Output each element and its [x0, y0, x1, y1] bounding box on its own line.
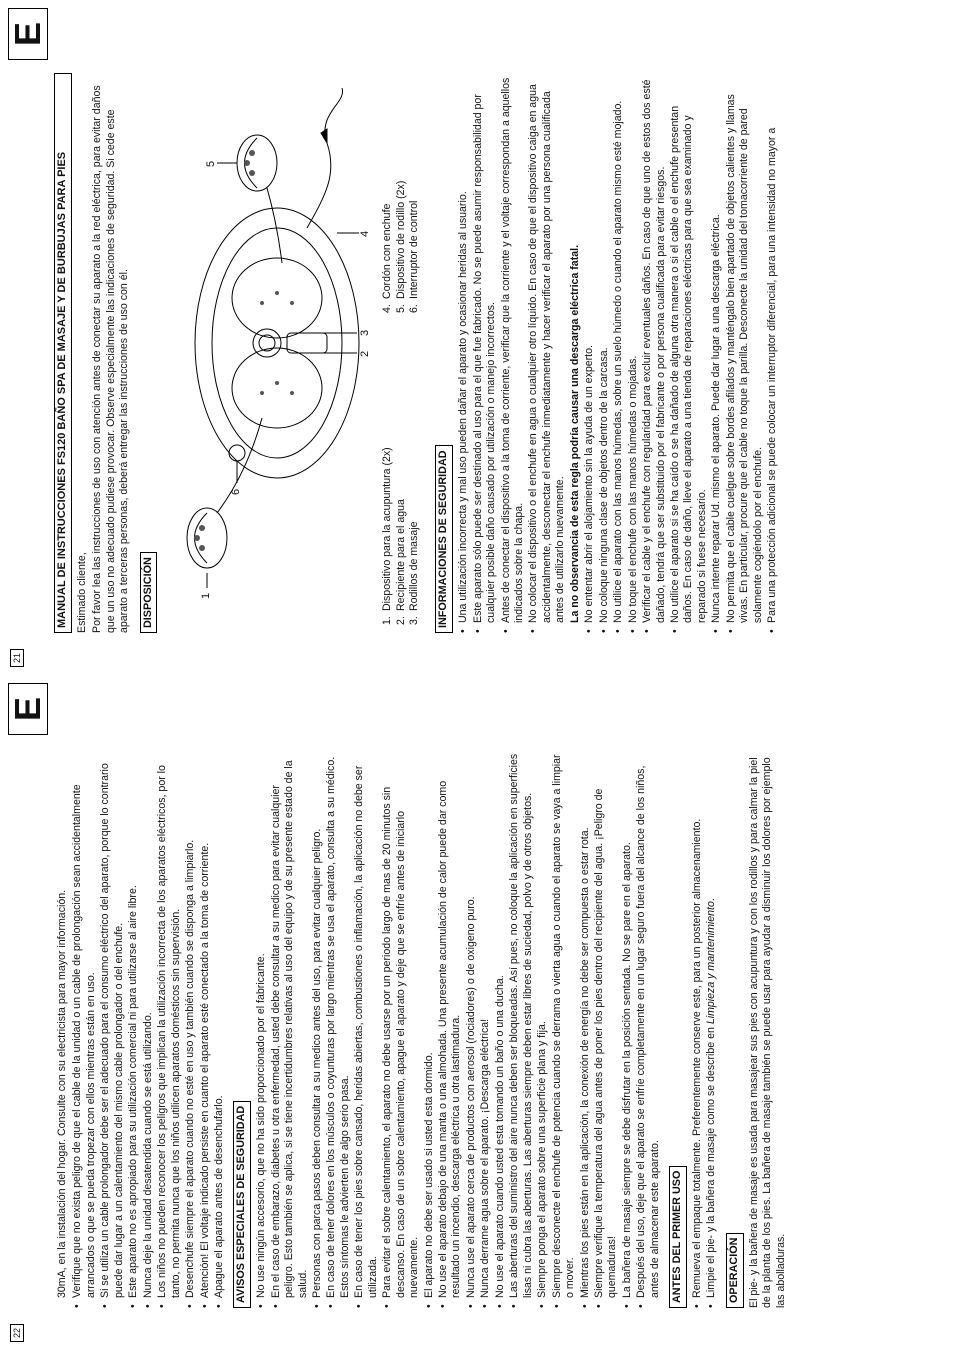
list-item: • Remueva el empaque totalmente. Preferentemente conserve este, para un posterior almacenamiento. — [691, 748, 704, 1308]
list-item: • Este aparato no es apropiado para su utilización comercial ni para utilizarse al aire libre. — [127, 748, 140, 1308]
part-item: 5. Dispositivo de rodillo (2x) — [394, 180, 407, 313]
list-item: • En caso de tener los pies sobre cansado, heridas abiertas, combustiones o inflamación, la aplicación no debe ser utilizada. — [353, 748, 380, 1308]
list-item: • No permita que el cable cuelgue sobre bordes afilados y manténgalo bien apartado de objetos calientes y llamas vivas. En particular, procure que el cable no toque la parilla. Desconecte la unidad del tomacorriente de pared solamente cogiéndolo por el enchufe. — [725, 73, 765, 633]
list-item: • La bañera de masaje siempre se debe disfrutar en la posición sentada. No se pare en el aparato. — [621, 748, 634, 1308]
page-number: 22 — [10, 1324, 24, 1342]
section-seguridad: INFORMACIONES DE SEGURIDAD — [435, 445, 453, 633]
language-badge — [8, 683, 48, 735]
list-item: • Verifique que no exista peligro de que el cable de la unidad o un cable de prolongación sean accidentalmente arrancados o que se pueda tropezar con ellos mientras están en uso. — [71, 748, 98, 1308]
parts-list-right — [381, 73, 421, 313]
list-item: • Para evitar el sobre calentamiento, el aparato no debe usarse por un periodo largo de mas de 20 minutos sin descanso. En caso de un sobre calentamiento, apague el aparato y deje que se enfríe antes de iniciarlo nuevamente. — [381, 748, 421, 1308]
list-item: • Las aberturas del suministro del aire nunca deben ser bloqueadas. Así pues, no coloque la aplicación en superficies lisas ni cubra las aberturas. Las aberturas siempre deben estar libres de suciedad, polvo y de otros objetos. — [508, 748, 535, 1308]
list-item: • No toque el enchufe con las manos húmedas o mojadas. — [627, 73, 640, 633]
safety-list-2 — [583, 73, 779, 633]
list-item: • En caso de tener dolores en los músculos o coyunturas por largo mientras se usa el aparato, consulta a su médico. Estos síntomas le advierten de algo serio pasa. — [325, 748, 352, 1308]
list-item: • Para una protección adicional se puede colocar un interruptor diferencial, para una intensidad no mayor a — [766, 73, 779, 633]
list-item: • No use el aparato cuando usted esta tomando un baño o una ducha. — [494, 748, 507, 1308]
list-item: • No coloque ninguna clase de objetos dentro de la carcasa. — [598, 73, 611, 633]
part-item: 4. Cordón con enchufe — [381, 203, 394, 313]
list-item: • Desenchufe siempre el aparato cuando no esté en uso y también cuando se disponga a limpiarlo. — [184, 748, 197, 1308]
roller-device — [237, 135, 277, 191]
list-item: • No use el aparato debajo de una manta o una almohada. Una presente acumulación de calor puede dar como resultado un incendio, descarga eléctrica u otra lastimadura. — [437, 748, 464, 1308]
list-item: • Nunca derrame agua sobre el aparato. ¡Descarga eléctrica! — [479, 748, 492, 1308]
page-22 — [0, 675, 954, 1350]
list-item: • Mientras los pies están en la aplicación, la conexión de energía no debe ser compuesta o estar rota. — [579, 748, 592, 1308]
arrow-1 — [217, 418, 262, 513]
basin-inner — [212, 228, 342, 458]
antes-list — [691, 748, 719, 1308]
part-item: 3. Rodillos de masaje — [408, 521, 421, 625]
basin-outline — [195, 208, 359, 478]
list-item: • En el caso de embarazo, diabetes u otra enfermedad, usted debe consultar a su medico para evitar cualquier peligro. Esto también se aplica, si se tiene incertidumbres relativas al uso del equipo y de su presente estado de la salud. — [270, 748, 310, 1308]
page-22-column — [56, 748, 790, 1308]
parts-list-left — [381, 365, 421, 625]
list-item: • Siempre verifique la temperatura del agua antes de poner los pies dentro del recipiente del agua. ¡Peligro de quemaduras! — [593, 748, 620, 1308]
language-letter: E — [7, 697, 48, 722]
list-item: • No colocar el dispositivo o el enchufe en agua o cualquier otro líquido. En caso de que el dispositivo caiga en agua accidentalmente, desconectar el enchufe inmediatamente y hacer verificar el aparato por una persona cualificada antes de utilizarlo nuevamente. — [527, 73, 567, 633]
diagram-label-1: 1 — [200, 592, 213, 599]
list-item: • Una utilización incorrecta y mal uso pueden dañar el aparato y ocasionar heridas al usuario. — [457, 73, 470, 633]
diagram-label-4: 4 — [359, 230, 372, 237]
list-item: • No use ningún accesorio, que no ha sido proporcionado por el fabricante. — [255, 748, 268, 1308]
list-item: • Apague el aparato antes de desenchufarlo. — [213, 748, 226, 1308]
list-item: • El aparato no debe ser usado si usted esta dormido. — [423, 748, 436, 1308]
page-number: 21 — [10, 649, 24, 667]
diagram-label-6: 6 — [230, 488, 243, 495]
left-foot-well — [232, 348, 322, 428]
intro-paragraph: Por favor lea las instrucciones de uso con atención antes de conectar su aparato a la red eléctrica, para evitar daños que un uso no adecuado pudiese provocar. Observe especialmente las indicaciones de seguridad. Si cede este aparato a terceras personas, deberá entregar las instrucciones de uso con él. — [91, 85, 131, 633]
continued-text: 30mA, en la instalación del hogar. Consulte con su electricista para mayor información. — [56, 889, 68, 1298]
list-item: • No ententar abrir el alojamiento sin la ayuda de un experto. — [583, 73, 596, 633]
list-item: • Verificar el cable y el enchufe con regularidad para excluir eventuales daños. En caso de que uno de estos dos esté dañado, tendrá que ser substituido por el fabricante o por persona cualificada para evitar riesgos. — [641, 73, 668, 633]
list-item: • Personas con parca pasos deben consultar a su medico antes del uso, para evitar cualquier peligro. — [311, 748, 324, 1308]
product-diagram — [167, 73, 377, 633]
language-letter: E — [7, 22, 48, 47]
list-item: • Nunca deje la unidad desatendida cuando se está utilizando. — [142, 748, 155, 1308]
parts-list — [381, 73, 429, 633]
list-item: • Después del uso, deje que el aparato se enfríe completamente en un lugar seguro fuera del alcance de los niños, antes de almacenar este aparato. — [635, 748, 662, 1308]
list-item: • Los niños no pueden reconocer los peligros que implican la utilización incorrecta de los aparatos eléctricos, por lo tanto, no permita nunca que los niños utilicen aparatos domésticos sin supervisión. — [156, 748, 183, 1308]
section-avisos: AVISOS ESPECIALES DE SEGURIDAD — [233, 1101, 251, 1308]
list-item: • Siempre ponga el aparato sobre una superficie plana y fija. — [536, 748, 549, 1308]
list-item: • Atención! El voltaje indicado persiste en cuanto el aparato esté conectado a la toma de corriente. — [199, 748, 212, 1308]
list-item: • No utilice el aparato si se ha caído o se ha dañado de alguna otra manera o si el cable o el enchufe presentan daños. En caso de daño, lleve el aparato a una tienda de reparaciones eléctricas para que sea examinado y reparado si fuese necesario. — [669, 73, 709, 633]
part-item: 6. Interruptor de control — [408, 200, 421, 313]
avisos-list — [255, 748, 662, 1308]
safety-list — [457, 73, 568, 633]
right-foot-well — [232, 258, 322, 338]
diagram-label-5: 5 — [205, 160, 218, 167]
greeting: Estimado cliente, — [75, 552, 88, 633]
arrow-5 — [267, 188, 282, 263]
list-item: • Si se utiliza un cable prolongador debe ser el adecuado para el consumo eléctrico del aparato, porque lo contrario puede dar lugar a un calentamiento del mismo cable prolongador o del enchufe. — [99, 748, 126, 1308]
part-item: 1. Dispositivo para la acupuntura (2x) — [381, 447, 394, 625]
continued-list — [71, 748, 226, 1308]
section-disposicion: DISPOSICIÓN — [140, 552, 158, 633]
list-item: • Antes de conectar el dispositivo a la toma de corriente, verificar que la corriente y el voltaje correspondan a aquellos indicados sobre la chapa. — [500, 73, 527, 633]
page-22-content — [0, 675, 954, 1350]
foot-spa-illustration — [167, 73, 377, 633]
fatal-warning: La no observancia de esta regla podría causar una descarga eléctrica fatal. — [568, 244, 581, 623]
list-item: • Limpie el pie- y la bañera de masaje como se describe en Limpieza y mantenimiento. — [705, 748, 718, 1308]
emphasis-text: Limpieza y mantenimiento — [705, 901, 718, 1025]
list-item: • Nunca intente reparar Ud. mismo el aparato. Puede dar lugar a una descarga eléctrica. — [710, 73, 723, 633]
section-operacion: OPERACIÓN — [726, 1233, 744, 1308]
list-item: • Este aparato sólo puede ser destinado al uso para el que fue fabricado. No se puede asumir responsabilidad por cualquier posible daño causado por utilización o manejo incorrectos. — [472, 73, 499, 633]
section-antes: ANTES DEL PRIMER USO — [669, 1166, 687, 1308]
list-item: • Nunca use el aparato cerca de productos con aerosol (rociadores) o de oxigeno puro. — [465, 748, 478, 1308]
acupuncture-device — [187, 508, 227, 568]
manual-title: MANUAL DE INSTRUCCIONES FS120 BAÑO SPA DE MASAJE Y DE BURBUJAS PARA PIES — [54, 73, 72, 633]
language-badge — [8, 8, 48, 60]
control-switch — [229, 445, 245, 461]
operacion-paragraph: El pie- y la bañera de masaje es usada para masajear sus pies con acupuntura y con los rodillos y para calmar la piel de la planta de los pies. La bañera de masaje también se puede usar para ayudar a disminuir los dolores por ejemplo las abolladuras. — [747, 757, 787, 1308]
page-21-column — [48, 73, 781, 633]
power-cord — [307, 88, 343, 228]
diagram-label-2: 2 — [359, 350, 372, 357]
list-item: • Siempre desconecte el enchufe de potencia cuando se derrama o vierta agua o cuando el aparato se vaya a limpiar o mover. — [551, 748, 578, 1308]
part-item: 2. Recipiente para el agua — [394, 499, 407, 625]
list-item: • No utilice el aparato con las manos húmedas, sobre un suelo húmedo o cuando el aparato mismo esté mojado. — [612, 73, 625, 633]
diagram-label-3: 3 — [359, 329, 372, 336]
